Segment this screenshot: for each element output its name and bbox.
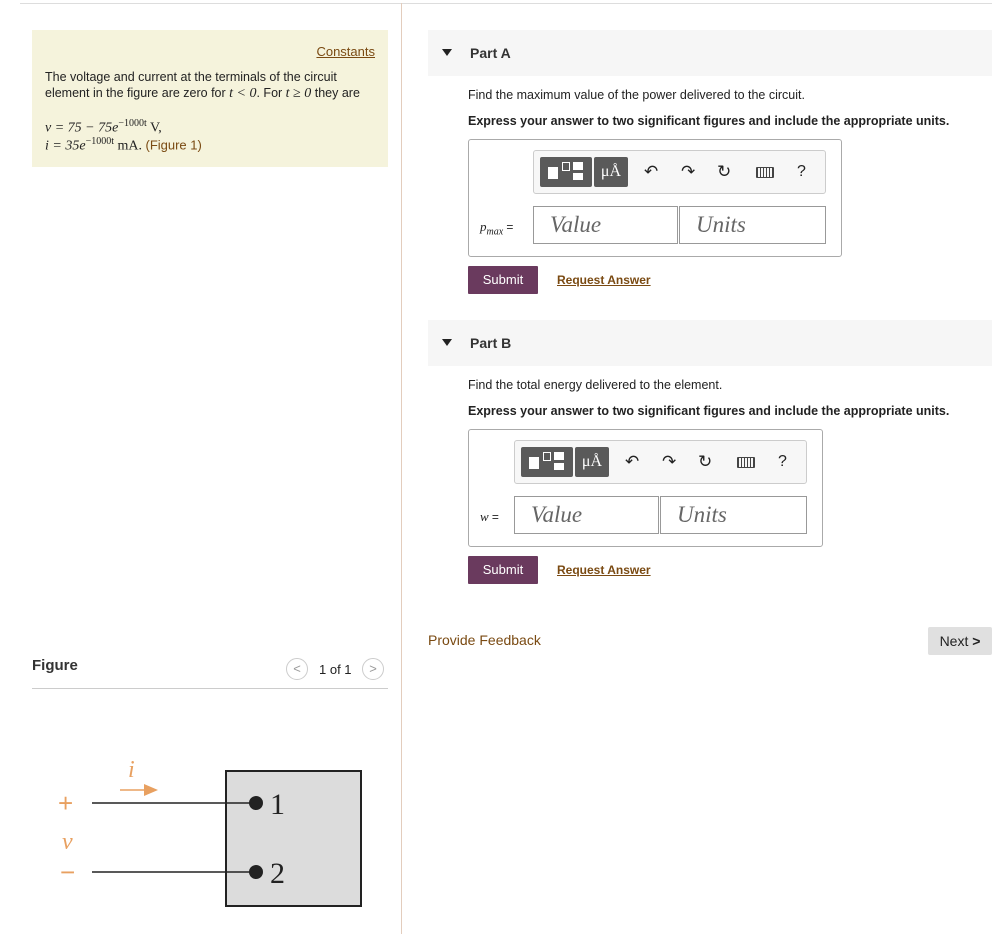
part-a-answer-box: [468, 139, 842, 257]
part-a-math-toolbar: [533, 150, 826, 194]
pmax-label: $p_{max}$ =: [480, 219, 514, 238]
reset-icon[interactable]: ↻: [717, 162, 732, 181]
terminal-1-label: 1: [270, 788, 285, 821]
undo-icon[interactable]: ↶: [625, 452, 640, 471]
part-a-question: Find the maximum value of the power delivered to the circuit.: [468, 88, 805, 102]
template-icon: [529, 457, 539, 469]
units-symbols-button[interactable]: μÅ: [594, 157, 628, 187]
collapse-triangle-icon: [442, 49, 452, 56]
help-icon[interactable]: ?: [797, 163, 806, 180]
figure-title: Figure: [32, 657, 78, 674]
chevron-left-icon: <: [293, 661, 301, 676]
undo-icon[interactable]: ↶: [644, 162, 659, 181]
figure-link[interactable]: (Figure 1): [145, 137, 202, 153]
template-icon: [548, 167, 558, 179]
collapse-triangle-icon: [442, 339, 452, 346]
terminal-2-dot: [249, 865, 263, 879]
part-a-header[interactable]: Part A: [428, 30, 992, 76]
current-label: i: [128, 757, 135, 783]
condition-2: t ≥ 0: [285, 86, 312, 101]
part-b-answer-box: [468, 429, 823, 547]
redo-icon[interactable]: ↷: [681, 162, 696, 181]
arrowhead-icon: [144, 784, 158, 796]
circuit-element-box: [226, 771, 361, 906]
terminal-2-label: 2: [270, 857, 285, 890]
help-icon[interactable]: ?: [778, 453, 787, 470]
redo-icon[interactable]: ↷: [662, 452, 677, 471]
part-a-instruction: Express your answer to two significant figures and include the appropriate units.: [468, 114, 950, 128]
constants-link[interactable]: Constants: [316, 44, 375, 59]
w-label: w =: [480, 509, 499, 524]
next-button[interactable]: Next >: [928, 627, 992, 655]
part-b-question: Find the total energy delivered to the element.: [468, 378, 723, 392]
templates-button[interactable]: [540, 157, 592, 187]
chevron-right-icon: >: [972, 633, 981, 649]
condition-1: t < 0: [229, 86, 257, 101]
value-input[interactable]: Value: [533, 206, 678, 244]
voltage-label: v: [62, 829, 73, 855]
reset-icon[interactable]: ↻: [698, 452, 713, 471]
units-input[interactable]: Units: [679, 206, 826, 244]
circuit-figure: [40, 745, 380, 915]
part-a-submit-button[interactable]: Submit: [468, 266, 538, 294]
voltage-equation: $v = 75 - 75e^{-1000t}$ V,: [45, 118, 162, 136]
part-b-submit-button[interactable]: Submit: [468, 556, 538, 584]
next-figure-button[interactable]: [362, 658, 384, 680]
chevron-right-icon: >: [369, 661, 377, 676]
part-b-request-answer-link[interactable]: Request Answer: [557, 563, 651, 577]
part-b-instruction: Express your answer to two significant figures and include the appropriate units.: [468, 404, 950, 418]
keyboard-icon[interactable]: [737, 457, 755, 468]
current-equation: $i = 35e^{-1000t}$ mA. (Figure 1): [45, 136, 202, 154]
figure-rule: [32, 688, 388, 689]
value-input[interactable]: Value: [514, 496, 659, 534]
problem-statement: The voltage and current at the terminals of the circuit element in the figure are zero for t < 0. For t ≥ 0 they are: [45, 70, 360, 101]
templates-button[interactable]: [521, 447, 573, 477]
units-symbols-button[interactable]: μÅ: [575, 447, 609, 477]
part-b-header[interactable]: Part B: [428, 320, 992, 366]
panel-divider: [401, 3, 402, 934]
plus-label: +: [58, 788, 74, 818]
part-b-math-toolbar: [514, 440, 807, 484]
units-input[interactable]: Units: [660, 496, 807, 534]
part-a-request-answer-link[interactable]: Request Answer: [557, 273, 651, 287]
prev-figure-button[interactable]: [286, 658, 308, 680]
constants-panel: [32, 30, 388, 167]
provide-feedback-link[interactable]: Provide Feedback: [428, 632, 541, 648]
top-divider: [20, 3, 992, 4]
minus-label: −: [60, 857, 76, 887]
terminal-1-dot: [249, 796, 263, 810]
keyboard-icon[interactable]: [756, 167, 774, 178]
figure-pager: 1 of 1: [319, 662, 352, 677]
